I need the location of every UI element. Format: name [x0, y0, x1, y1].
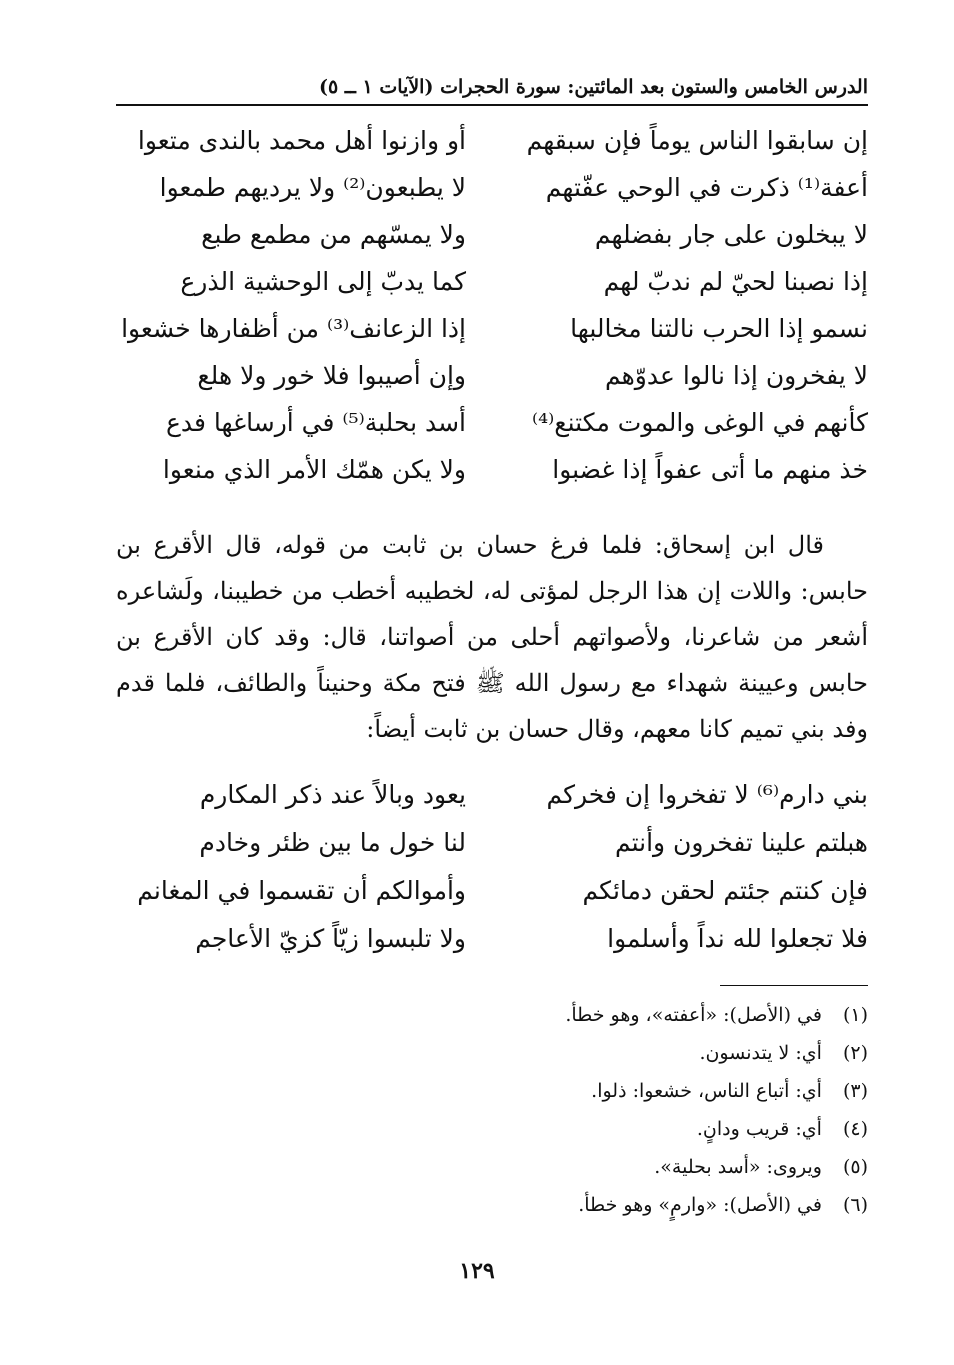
first-hemistich: لا يبخلون على جار بفضلهم — [594, 220, 868, 249]
footnote-text: في (الأصل): «أعفته»، وهو خطأ. — [565, 1004, 822, 1026]
header-divider — [116, 104, 868, 106]
verse — [116, 163, 868, 213]
second-hemistich: وأموالكم أن تقسموا في المغانم — [137, 876, 466, 905]
footnote — [116, 1034, 868, 1072]
footnote-number: (٣) — [842, 1080, 868, 1102]
footnote-number: (٥) — [842, 1156, 868, 1178]
second-hemistich: كما يدبّ إلى الوحشية الذرع — [180, 267, 466, 296]
verse — [116, 398, 868, 448]
first-hemistich: هبلتم علينا تفخرون وأنتم — [614, 828, 868, 857]
second-hemistich: يعود وبالاً عند ذكر المكارم — [199, 780, 466, 809]
verse — [116, 866, 868, 916]
verse — [116, 304, 868, 354]
second-hemistich: إذا الزعانف⁽³⁾ من أظفارها خشعوا — [121, 314, 466, 343]
footnote-number: (٤) — [842, 1118, 868, 1140]
footnote-text: ويروى: «أسد بحلية». — [654, 1156, 822, 1178]
verse — [116, 351, 868, 401]
second-hemistich: وإن أصيبوا فلا خور ولا هلع — [197, 361, 466, 390]
second-hemistich: ولا يمسّهم من مطمع طبع — [201, 220, 466, 249]
footnote-divider — [720, 985, 868, 986]
verse — [116, 818, 868, 868]
first-hemistich: إن سابقوا الناس يوماً فإن سبقهم — [526, 126, 868, 155]
footnote — [116, 1186, 868, 1224]
verse — [116, 257, 868, 307]
footnote — [116, 1148, 868, 1186]
verse — [116, 210, 868, 260]
page-number: ١٢٩ — [459, 1258, 495, 1284]
footnote-number: (٦) — [842, 1194, 868, 1216]
footnote — [116, 996, 868, 1034]
second-hemistich: أسد بحلبة⁽⁵⁾ في أرساغها فدع — [165, 408, 466, 437]
second-hemistich: لنا خول ما بين ظئر وخادم — [199, 828, 466, 857]
second-hemistich: لا يطبعون⁽²⁾ ولا يرديهم طمعوا — [159, 173, 466, 202]
footnote — [116, 1072, 868, 1110]
first-hemistich: فإن كنتم جئتم لحقن دمائكم — [582, 876, 868, 905]
second-hemistich: ولا يكن همّك الأمر الذي منعوا — [162, 455, 466, 484]
first-hemistich: بني دارم⁽⁶⁾ لا تفخروا إن فخركم — [546, 780, 868, 809]
first-hemistich: لا يفخرون إذا نالوا عدوّهم — [604, 361, 868, 390]
prose-paragraph — [116, 522, 868, 752]
running-header: الدرس الخامس والستون بعد المائتين: سورة الحجرات (الآيات ١ ــ ٥) — [318, 76, 868, 98]
verse — [116, 770, 868, 820]
first-hemistich: فلا تجعلوا لله نداً وأسلموا — [607, 924, 868, 953]
prose-text: قال ابن إسحاق: فلما فرغ حسان بن ثابت من قوله، قال الأقرع بن حابس: واللات إن هذا الرجل لمؤتى له، لخطيبه أخطب من خطيبنا، ولَشاعره أشعر من شاعرنا، ولأصواتهم أحلى من أصواتنا، قال: وقد كان الأقرع بن حابس وعيينة شهداء مع رسول الله ﷺ فتح مكة وحنيناً والطائف، فلما قدم وفد بني تميم كانا معهم، وقال حسان بن ثابت أيضاً: — [116, 531, 868, 743]
first-hemistich: خذ منهم ما أتى عفواً إذا غضبوا — [552, 455, 868, 484]
second-hemistich: ولا تلبسوا زيّاً كزيّ الأعاجم — [195, 924, 466, 953]
second-hemistich: أو وازنوا أهل محمد بالندى متعوا — [137, 126, 466, 155]
footnotes — [116, 996, 868, 1224]
footnote-text: في (الأصل): «وارمٍ» وهو خطأ. — [578, 1194, 822, 1216]
first-hemistich: إذا نصبنا لحيّ لم ندبّ لهم — [603, 267, 868, 296]
first-hemistich: كأنهم في الوغى والموت مكتنع⁽⁴⁾ — [531, 408, 868, 437]
footnote-text: أي: أتباع الناس، خشعوا: ذلوا. — [591, 1080, 822, 1102]
first-hemistich: أعفة⁽¹⁾ ذكرت في الوحي عفّتهم — [545, 173, 868, 202]
footnote — [116, 1110, 868, 1148]
verse — [116, 116, 868, 166]
footnote-number: (٢) — [842, 1042, 868, 1064]
first-hemistich: نسمو إذا الحرب نالتنا مخالبها — [570, 314, 868, 343]
footnote-text: أي: قريب ودانٍ. — [696, 1118, 822, 1140]
verse — [116, 914, 868, 964]
footnote-number: (١) — [842, 1004, 868, 1026]
verse — [116, 445, 868, 495]
footnote-text: أي: لا يتدنسون. — [699, 1042, 822, 1064]
